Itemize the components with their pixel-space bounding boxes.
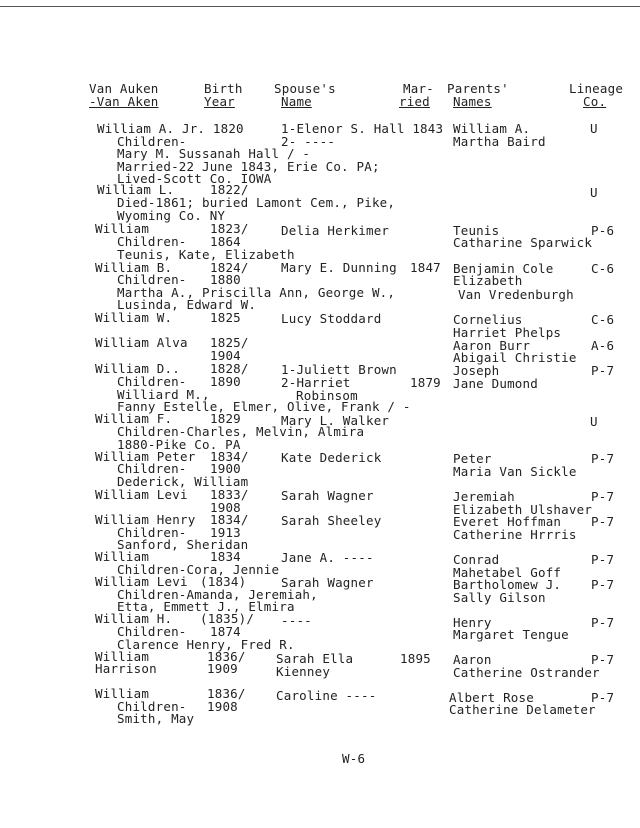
record-line: 1829	[210, 411, 241, 426]
record-line: P-7	[591, 363, 615, 378]
record-line: 1834/	[210, 449, 249, 464]
record-line: 1836/	[207, 686, 246, 701]
record-line: Harriet Phelps	[453, 325, 562, 340]
header-lineage: Lineage	[569, 81, 624, 96]
record-line: Catherine Hrrris	[453, 527, 577, 542]
record-line: P-7	[591, 514, 615, 529]
record-line: William B.	[95, 260, 173, 275]
record-line: Bartholomew J.	[453, 577, 562, 592]
record-line: 1834	[210, 549, 241, 564]
record-line: Elizabeth	[453, 273, 523, 288]
record-line: Margaret Tengue	[453, 627, 569, 642]
record-line: William L.	[97, 182, 175, 197]
record-line: William Levi	[95, 487, 188, 502]
record-line: Lived-Scott Co. IOWA	[117, 171, 272, 186]
record-line: Children-	[117, 272, 187, 287]
record-line: Henry	[453, 615, 492, 630]
record-line: William Alva	[95, 335, 188, 350]
record-line: Mary L. Walker	[281, 413, 390, 428]
record-line: Aaron Burr	[453, 338, 531, 353]
record-line: 1879	[410, 375, 441, 390]
record-line: Teunis	[453, 223, 500, 238]
record-line: P-7	[591, 451, 615, 466]
record-line: 1908	[207, 699, 238, 714]
header-name: Name	[281, 94, 312, 109]
record-line: William	[95, 221, 150, 236]
record-line: Delia Herkimer	[281, 223, 390, 238]
record-line: C-6	[591, 261, 615, 276]
record-line: Benjamin Cole	[453, 261, 554, 276]
record-line: 1909	[207, 661, 238, 676]
record-line: 1900	[210, 461, 241, 476]
header-year: Year	[204, 94, 235, 109]
record-line: Jeremiah	[453, 489, 515, 504]
record-line: 1834/	[210, 512, 249, 527]
record-line: Sanford, Sheridan	[117, 537, 249, 552]
record-line: Mary E. Dunning	[281, 260, 397, 275]
record-line: Martha Baird	[453, 134, 546, 149]
record-line: 1880	[210, 272, 241, 287]
record-line: Jane Dumond	[453, 376, 538, 391]
record-line: 1-Elenor S. Hall 1843	[281, 121, 444, 136]
record-line: William D..	[95, 361, 180, 376]
record-line: Van Vredenburgh	[458, 287, 574, 302]
record-line: Clarence Henry, Fred R.	[117, 637, 295, 652]
record-line: Everet Hoffman	[453, 514, 562, 529]
record-line: P-6	[591, 223, 615, 238]
record-line: William	[95, 686, 150, 701]
record-line: William Levi	[95, 574, 188, 589]
record-line: 1890	[210, 374, 241, 389]
record-line: William Peter	[95, 449, 196, 464]
record-line: 2- ----	[281, 134, 336, 149]
record-line: Children-	[117, 624, 187, 639]
header-birth: Birth	[204, 81, 243, 96]
record-line: P-7	[591, 577, 615, 592]
record-line: Cornelius	[453, 312, 523, 327]
record-line: Fanny Estelle, Elmer, Olive, Frank / -	[117, 399, 411, 414]
record-line: (1835)/	[200, 611, 255, 626]
record-line: William A.	[453, 121, 531, 136]
record-line: Elizabeth Ulshaver	[453, 502, 593, 517]
record-line: 1828/	[210, 361, 249, 376]
record-line: 1847	[410, 260, 441, 275]
record-line: Kienney	[276, 664, 331, 679]
record-line: Jane A. ----	[281, 550, 374, 565]
record-line: Children-Amanda, Jeremiah,	[117, 587, 318, 602]
top-rule	[0, 6, 640, 7]
header-spouses: Spouse's	[274, 81, 336, 96]
record-line: Teunis, Kate, Elizabeth	[117, 247, 295, 262]
header-van-aken: -Van Aken	[89, 94, 159, 109]
record-line: P-7	[591, 652, 615, 667]
record-line: Williard M.,	[117, 387, 210, 402]
record-line: Peter	[453, 451, 492, 466]
record-line: Died-1861; buried Lamont Cem., Pike,	[117, 195, 396, 210]
record-line: 1833/	[210, 487, 249, 502]
record-line: 2-Harriet	[281, 375, 351, 390]
record-line: Martha A., Priscilla Ann, George W.,	[117, 285, 396, 300]
record-line: Kate Dederick	[281, 450, 382, 465]
record-line: Children-	[117, 461, 187, 476]
record-line: P-7	[591, 552, 615, 567]
record-line: Maria Van Sickle	[453, 464, 577, 479]
header-ried: ried	[399, 94, 430, 109]
record-line: Catherine Delameter	[449, 702, 596, 717]
record-line: Harrison	[95, 661, 157, 676]
record-line: P-7	[591, 615, 615, 630]
record-line: 1-Juliett Brown	[281, 362, 397, 377]
record-line: Sally Gilson	[453, 590, 546, 605]
record-line: William F.	[95, 411, 173, 426]
record-line: Aaron	[453, 652, 492, 667]
page-number: W-6	[342, 751, 366, 766]
record-line: U	[590, 121, 598, 136]
record-line: Married-22 June 1843, Erie Co. PA;	[117, 159, 380, 174]
record-line: Sarah Wagner	[281, 575, 374, 590]
record-line: William A. Jr. 1820	[97, 121, 244, 136]
record-line: Smith, May	[117, 711, 195, 726]
record-line: Wyoming Co. NY	[117, 208, 226, 223]
record-line: 1825	[210, 310, 241, 325]
record-line: Albert Rose	[449, 690, 534, 705]
header-parents: Parents'	[447, 81, 509, 96]
record-line: 1864	[210, 234, 241, 249]
header-van-auken: Van Auken	[89, 81, 159, 96]
record-line: Robinsom	[296, 388, 358, 403]
record-line: ----	[281, 613, 312, 628]
record-line: 1825/	[210, 335, 249, 350]
record-line: Dederick, William	[117, 474, 249, 489]
record-line: Children-Cora, Jennie	[117, 562, 280, 577]
record-line: A-6	[591, 338, 615, 353]
record-line: William W.	[95, 310, 173, 325]
record-line: Sarah Ella	[276, 651, 354, 666]
record-line: William Henry	[95, 512, 196, 527]
record-line: William	[95, 649, 150, 664]
record-line: Sarah Wagner	[281, 488, 374, 503]
record-line: Mary M. Sussanah Hall / -	[117, 146, 311, 161]
record-line: Children-	[117, 134, 187, 149]
record-line: Children-	[117, 234, 187, 249]
record-line: Catherine Ostrander	[453, 665, 600, 680]
record-line: Catharine Sparwick	[453, 235, 593, 250]
record-line: Mahetabel Goff	[453, 565, 562, 580]
record-line: Caroline ----	[276, 688, 377, 703]
record-line: Etta, Emmett J., Elmira	[117, 599, 295, 614]
record-line: Conrad	[453, 552, 500, 567]
record-line: 1908	[210, 500, 241, 515]
record-line: Children-	[117, 699, 187, 714]
record-line: Abigail Christie	[453, 350, 577, 365]
record-line: 1836/	[207, 649, 246, 664]
record-line: U	[590, 414, 598, 429]
record-line: 1880-Pike Co. PA	[117, 437, 241, 452]
record-line: P-7	[591, 489, 615, 504]
record-line: Children-Charles, Melvin, Almira	[117, 424, 365, 439]
header-co: Co.	[583, 94, 607, 109]
record-line: P-7	[591, 690, 615, 705]
record-line: Children-	[117, 374, 187, 389]
record-line: 1904	[210, 348, 241, 363]
record-line: William	[95, 549, 150, 564]
record-line: Lucy Stoddard	[281, 311, 382, 326]
record-line: Joseph	[453, 363, 500, 378]
record-line: Lusinda, Edward W.	[117, 297, 257, 312]
record-line: U	[590, 185, 598, 200]
record-line: C-6	[591, 312, 615, 327]
record-line: 1822/	[210, 182, 249, 197]
header-names: Names	[453, 94, 492, 109]
header-mar: Mar-	[403, 81, 434, 96]
record-line: 1824/	[210, 260, 249, 275]
record-line: 1874	[210, 624, 241, 639]
record-line: 1823/	[210, 221, 249, 236]
record-line: Children-	[117, 525, 187, 540]
record-line: Sarah Sheeley	[281, 513, 382, 528]
record-line: 1895	[400, 651, 431, 666]
record-line: (1834)	[200, 574, 247, 589]
record-line: William H.	[95, 611, 173, 626]
record-line: 1913	[210, 525, 241, 540]
